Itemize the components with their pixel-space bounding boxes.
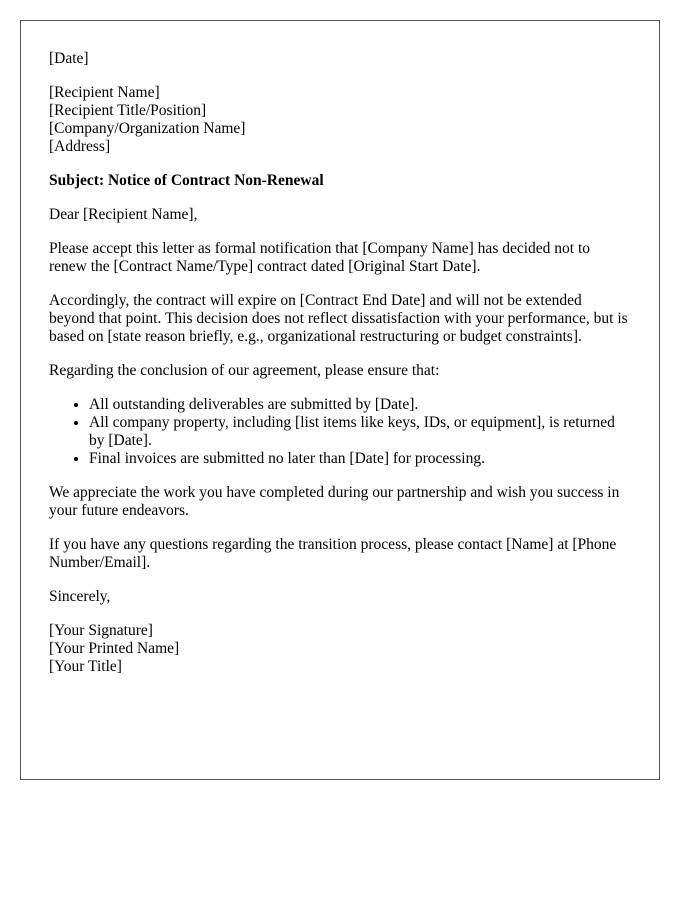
- printed-name: [Your Printed Name]: [49, 640, 180, 657]
- body-paragraph-3: Regarding the conclusion of our agreement, please ensure that:: [49, 362, 440, 379]
- body-paragraph-1: Please accept this letter as formal notification that [Company Name] has decided not to renew the [Contract Name/Type] contract dated [Original Start Date].: [49, 240, 591, 275]
- salutation: Dear [Recipient Name],: [49, 206, 198, 223]
- list-item: • Final invoices are submitted no later than [Date] for processing.: [89, 450, 631, 468]
- recipient-name: [Recipient Name]: [49, 84, 160, 101]
- obligations-list: [49, 396, 631, 468]
- signature-placeholder: [Your Signature]: [49, 622, 153, 639]
- sender-title: [Your Title]: [49, 658, 122, 675]
- closing-paragraph-1: We appreciate the work you have completed during our partnership and wish you success in your future endeavors.: [49, 484, 620, 519]
- recipient-block: [49, 84, 631, 156]
- signoff: Sincerely,: [49, 588, 111, 605]
- signature-block: [49, 622, 631, 676]
- body-paragraph-2: Accordingly, the contract will expire on [Contract End Date] and will not be extended beyond that point. This decision does not reflect dissatisfaction with your performance, but is based on [state reason briefly, e.g., organizational restructuring or budget constraints].: [49, 292, 628, 345]
- list-item: • All company property, including [list items like keys, IDs, or equipment], is returned by [Date].: [89, 414, 631, 450]
- letter-date: [Date]: [49, 50, 89, 67]
- letter-page: [20, 20, 660, 780]
- list-item: • All outstanding deliverables are submitted by [Date].: [89, 396, 631, 414]
- recipient-title: [Recipient Title/Position]: [49, 102, 207, 119]
- closing-paragraph-2: If you have any questions regarding the transition process, please contact [Name] at [Phone Number/Email].: [49, 536, 617, 571]
- subject-line: Subject: Notice of Contract Non-Renewal: [49, 172, 324, 189]
- date-line: [49, 50, 631, 68]
- recipient-company: [Company/Organization Name]: [49, 120, 246, 137]
- recipient-address: [Address]: [49, 138, 111, 155]
